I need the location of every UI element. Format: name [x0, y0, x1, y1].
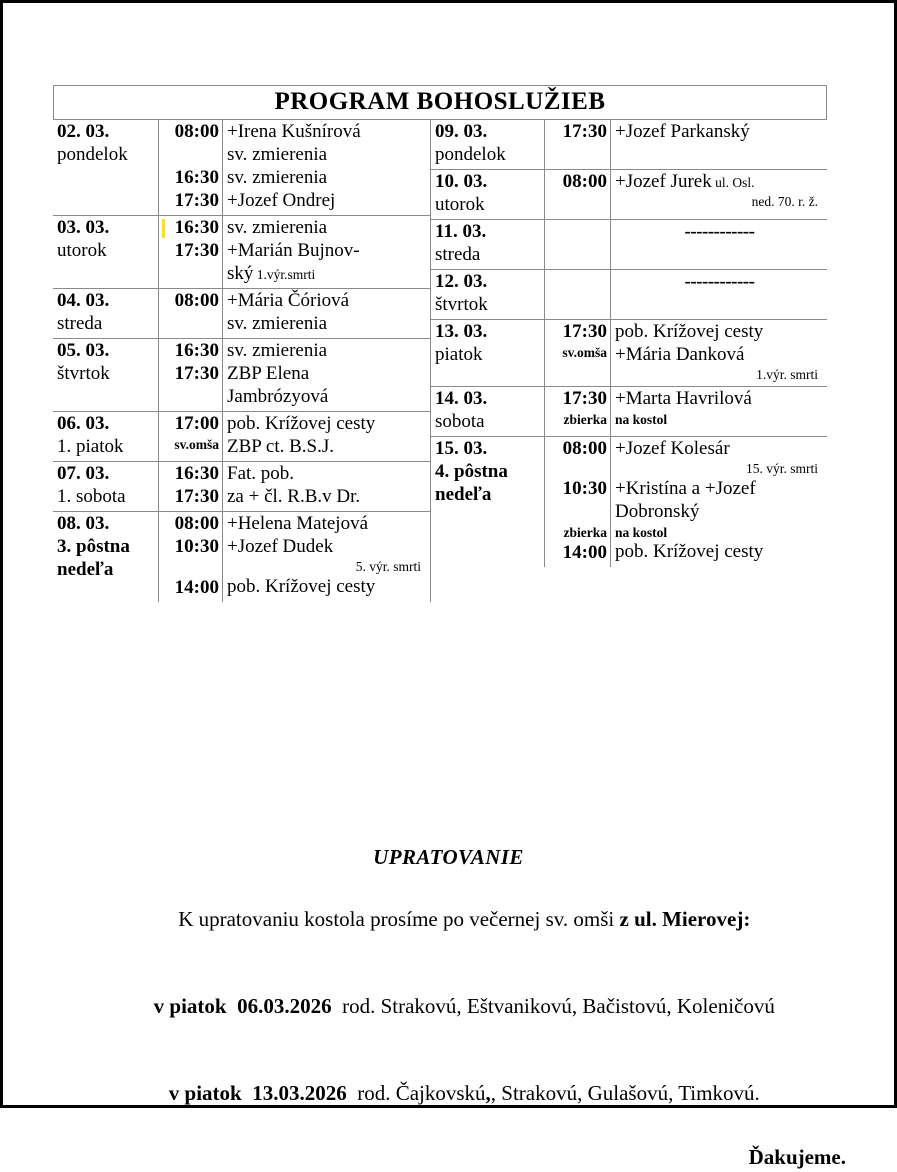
cleaning-notice-line-3: [3, 1050, 894, 1137]
intention-note: 15. výr. smrti: [745, 460, 818, 476]
mass-time: 17:30: [174, 190, 219, 212]
row-intention-cell: [223, 216, 430, 288]
mass-intention: Dobronský: [615, 500, 700, 522]
row-weekday: 3. pôstna: [57, 535, 130, 557]
mass-intention: Fat. pob.: [227, 463, 295, 485]
cleaning-families-1: rod. Strakovú, Eštvanikovú, Bačistovú, Koleničovú: [331, 993, 775, 1018]
row-date-cell: [53, 289, 159, 338]
table-title: PROGRAM BOHOSLUŽIEB: [53, 85, 827, 120]
row-weekday: 4. pôstna: [435, 460, 508, 482]
row-time-cell: [159, 289, 223, 338]
intention-note: 1.výr. smrti: [756, 367, 818, 383]
row-weekday: 1. piatok: [57, 436, 124, 458]
mass-time-empty: [548, 221, 607, 244]
row-time-cell: [545, 387, 611, 436]
no-mass-dashes: ------------: [684, 271, 755, 293]
mass-intention: ZBP Elena: [227, 363, 310, 385]
mass-time: 17:30: [562, 321, 607, 343]
row-time-cell: [159, 412, 223, 461]
mass-intention: +Jozef Ondrej: [227, 190, 336, 212]
mass-intention: +Mária Danková: [615, 344, 745, 366]
mass-time: 17:30: [562, 387, 607, 409]
row-date: 08. 03.: [57, 513, 110, 534]
schedule-row: [53, 289, 430, 339]
mass-intention: ZBP ct. B.S.J.: [227, 436, 334, 458]
mass-time: 16:30: [162, 217, 219, 240]
mass-intention: pob. Krížovej cesty: [615, 321, 764, 343]
mass-time-empty: [548, 271, 607, 294]
mass-time: 16:30: [174, 167, 219, 189]
mass-time: 08:00: [174, 513, 219, 534]
row-date-cell: [53, 512, 159, 602]
intention-note-inline: ul. Osl.: [711, 175, 755, 191]
mass-time-empty: [162, 559, 219, 577]
mass-intention: pob. Krížovej cesty: [615, 541, 764, 563]
schedule-row: [431, 387, 827, 437]
cleaning-notice: [3, 843, 894, 1172]
row-weekday: pondelok: [57, 144, 128, 166]
row-time-cell: [159, 339, 223, 411]
schedule-row: [431, 220, 827, 270]
row-intention-cell: [223, 120, 430, 215]
row-date: 04. 03.: [57, 290, 110, 312]
row-intention-cell: [611, 320, 827, 386]
row-weekday: streda: [57, 313, 103, 335]
table-body: [53, 120, 827, 601]
mass-time: zbierka: [563, 525, 607, 541]
row-time-cell: [159, 512, 223, 602]
mass-time: 17:00: [174, 413, 219, 435]
row-weekday: utorok: [57, 240, 107, 262]
mass-intention: pob. Krížovej cesty: [227, 575, 376, 597]
row-intention-cell: [611, 120, 827, 169]
mass-intention: +Irena Kušnírová: [227, 121, 361, 143]
mass-intention: sv. zmierenia: [227, 167, 328, 189]
cleaning-notice-title: UPRATOVANIE: [373, 845, 524, 869]
row-time-cell: [159, 462, 223, 511]
mass-intention: pob. Krížovej cesty: [227, 413, 376, 435]
intention-note: 5. výr. smrti: [355, 558, 421, 574]
mass-time: 10:30: [562, 478, 607, 500]
mass-intention: sv. zmierenia: [227, 144, 328, 166]
mass-time-empty: [548, 461, 607, 479]
mass-time-empty: [548, 194, 607, 212]
no-mass-dashes: ------------: [684, 221, 755, 243]
mass-intention: +Jozef Parkanský: [615, 121, 750, 143]
row-time-cell: [545, 270, 611, 319]
row-weekday: štvrtok: [57, 363, 110, 385]
row-intention-cell: [611, 270, 827, 319]
mass-time-empty: [162, 313, 219, 336]
mass-intention: +Kristína a +Jozef: [615, 477, 756, 499]
row-date: 07. 03.: [57, 463, 110, 485]
cleaning-families-comma: ,: [485, 1080, 491, 1105]
row-weekday: piatok: [435, 344, 483, 366]
mass-time: 14:00: [562, 541, 607, 563]
mass-time-empty: [162, 263, 219, 286]
mass-time-empty: [162, 144, 219, 167]
row-intention-cell: [223, 412, 430, 461]
row-time-cell: [159, 216, 223, 288]
row-date-cell: [431, 270, 545, 319]
schedule-row: [53, 512, 430, 602]
row-date: 11. 03.: [435, 221, 487, 243]
row-date-cell: [431, 120, 545, 169]
row-intention-cell: [611, 437, 827, 567]
schedule-left-column: [53, 120, 431, 601]
row-time-cell: [545, 220, 611, 269]
cleaning-notice-line-2: [3, 963, 894, 1050]
row-intention-cell: [611, 170, 827, 219]
mass-time-empty: [548, 362, 607, 380]
row-time-cell: [159, 120, 223, 215]
mass-time: 16:30: [174, 463, 219, 485]
row-date-cell: [431, 220, 545, 269]
mass-intention: +Mária Čóriová: [227, 290, 350, 312]
mass-time-empty: [162, 386, 219, 409]
mass-time: sv.omša: [174, 437, 219, 453]
mass-time: 08:00: [174, 290, 219, 312]
cleaning-notice-line-1: [3, 876, 894, 963]
row-date-cell: [53, 339, 159, 411]
mass-intention: Jambrózyová: [227, 386, 329, 408]
schedule-row: [53, 339, 430, 412]
row-date: 02. 03.: [57, 121, 110, 143]
thanks-text: Ďakujeme.: [748, 1144, 846, 1169]
row-weekday: 1. sobota: [57, 486, 126, 508]
row-weekday: streda: [435, 244, 481, 266]
mass-intention: na kostol: [615, 411, 668, 427]
mass-time: 17:30: [174, 486, 219, 508]
schedule-row: [431, 437, 827, 567]
mass-time: 17:30: [174, 240, 219, 262]
row-date-cell: [431, 320, 545, 386]
mass-intention: +Jozef Jurek ul. Osl.: [615, 171, 755, 193]
row-date: 14. 03.: [435, 387, 488, 409]
row-weekday: utorok: [435, 194, 485, 216]
mass-time: 14:00: [174, 576, 219, 598]
row-weekday-2: nedeľa: [57, 558, 114, 580]
row-date-cell: [53, 462, 159, 511]
mass-intention: sv. zmierenia: [227, 217, 328, 239]
mass-time-empty: [548, 501, 607, 524]
intention-note: 1.výr.smrti: [253, 267, 316, 283]
cleaning-families-2b: , Strakovú, Gulašovú, Timkovú.: [490, 1080, 760, 1105]
row-date-cell: [431, 437, 545, 567]
schedule-row: [53, 462, 430, 512]
mass-intention: +Marián Bujnov-: [227, 240, 360, 262]
mass-time: sv.omša: [562, 345, 607, 361]
row-date-cell: [431, 387, 545, 436]
mass-intention: +Jozef Dudek: [227, 535, 334, 557]
schedule-row: [53, 120, 430, 216]
mass-intention: ský 1.výr.smrti: [227, 263, 316, 285]
row-intention-cell: [223, 289, 430, 338]
row-weekday: sobota: [435, 410, 485, 432]
mass-intention: na kostol: [615, 524, 668, 540]
row-date: 13. 03.: [435, 321, 488, 343]
mass-time: 08:00: [562, 437, 607, 459]
schedule-row: [53, 216, 430, 289]
schedule-row: [431, 170, 827, 220]
cleaning-families-2a: rod. Čajkovskú: [346, 1080, 486, 1105]
mass-time: zbierka: [563, 411, 607, 427]
cleaning-date-2: v piatok 13.03.2026: [168, 1080, 347, 1105]
row-intention-cell: [223, 512, 430, 602]
mass-intention: sv. zmierenia: [227, 313, 328, 335]
schedule-row: [431, 320, 827, 387]
mass-time: 10:30: [174, 535, 219, 557]
mass-intention: +Helena Matejová: [227, 513, 369, 534]
mass-intention: +Jozef Kolesár: [615, 437, 730, 459]
mass-intention: +Marta Havrilová: [615, 387, 752, 409]
row-date-cell: [431, 170, 545, 219]
row-date: 12. 03.: [435, 271, 488, 293]
row-date: 06. 03.: [57, 413, 110, 435]
mass-time: 08:00: [562, 171, 607, 193]
mass-schedule-table: [53, 85, 827, 602]
row-intention-cell: [223, 462, 430, 511]
mass-time: 17:30: [174, 363, 219, 385]
row-time-cell: [545, 120, 611, 169]
document-page: [3, 3, 894, 1169]
row-weekday-2: nedeľa: [435, 483, 492, 505]
mass-intention: za + čl. R.B.v Dr.: [227, 486, 361, 508]
schedule-row: [431, 120, 827, 170]
mass-time: 16:30: [174, 340, 219, 362]
cleaning-date-1: v piatok 06.03.2026: [153, 993, 332, 1018]
schedule-row: [53, 412, 430, 462]
row-date: 09. 03.: [435, 121, 488, 143]
mass-time: 08:00: [174, 121, 219, 143]
schedule-right-column: [431, 120, 827, 601]
row-weekday: pondelok: [435, 144, 506, 166]
row-date: 03. 03.: [57, 217, 110, 239]
intention-note: ned. 70. r. ž.: [751, 194, 818, 210]
row-intention-cell: [611, 387, 827, 436]
cleaning-notice-street: z ul. Mierovej:: [619, 906, 751, 931]
row-weekday: štvrtok: [435, 294, 488, 316]
row-time-cell: [545, 170, 611, 219]
mass-time: 17:30: [562, 121, 607, 143]
row-date: 15. 03.: [435, 437, 488, 459]
row-time-cell: [545, 437, 611, 567]
row-date-cell: [53, 216, 159, 288]
cleaning-notice-line-1-text: K upratovaniu kostola prosíme po večernej sv. omši: [178, 906, 620, 931]
schedule-row: [431, 270, 827, 320]
row-intention-cell: [223, 339, 430, 411]
row-intention-cell: [611, 220, 827, 269]
row-date-cell: [53, 120, 159, 215]
row-date: 10. 03.: [435, 171, 488, 193]
mass-intention: sv. zmierenia: [227, 340, 328, 362]
row-date: 05. 03.: [57, 340, 110, 362]
row-time-cell: [545, 320, 611, 386]
row-date-cell: [53, 412, 159, 461]
